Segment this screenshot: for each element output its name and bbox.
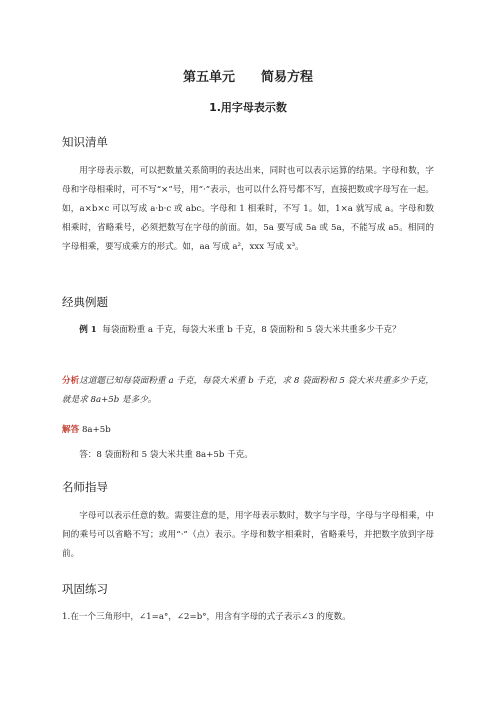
example-answer xyxy=(62,421,434,440)
unit-name: 简易方程 xyxy=(261,70,314,85)
section-heading-example: 经典例题 xyxy=(62,295,108,309)
analysis-label: 分析 xyxy=(62,376,80,386)
lesson-title: 1.用字母表示数 xyxy=(209,101,287,114)
practice-question-1: 1.在一个三角形中，∠1=a°，∠2=b°，用含有字母的式子表示∠3 的度数。 xyxy=(62,612,351,622)
answer-label: 解答 xyxy=(62,425,80,435)
section-heading-teacher: 名师指导 xyxy=(62,480,108,494)
answer-text: 8a+5b xyxy=(81,425,111,435)
example-question xyxy=(62,321,434,340)
section-heading-knowledge: 知识清单 xyxy=(62,135,108,149)
unit-title xyxy=(0,66,496,85)
example-analysis xyxy=(62,372,434,410)
example-conclusion: 答：8 袋面粉和 5 袋大米共重 8a+5b 千克。 xyxy=(79,450,253,460)
unit-number: 第五单元 xyxy=(182,70,235,85)
section-heading-practice: 巩固练习 xyxy=(62,582,108,596)
example-label: 例 1 xyxy=(79,325,97,335)
example-question-text: 每袋面粉重 a 千克，每袋大米重 b 千克，8 袋面粉和 5 袋大米共重多少千克？ xyxy=(102,325,401,335)
knowledge-text: 用字母表示数，可以把数量关系简明的表达出来，同时也可以表示运算的结果。字母和数，字母和字母相乘时，可不写“×”号，用“·”表示，也可以什么符号都不写，直接把数或字母写在一起。如，a×b×c 可以写成 a·b·c 或 abc。字母和 1 相乘时，不写 1。如，1×a 就写成 a。字母和数相乘时，省略乘号，必须把数写在字母的前面。如，5a 要写成 5a 或 5a，不能写成 a5。相同的字母相乘，要写成乘方的形式。如，aa 写成 a²，xxx 写成 x³。 xyxy=(62,166,434,252)
analysis-text: 这道题已知每袋面粉重 a 千克，每袋大米重 b 千克，求 8 袋面粉和 5 袋大米共重多少千克，就是求 8a+5b 是多少。 xyxy=(62,376,434,405)
teacher-text: 字母可以表示任意的数。需要注意的是，用字母表示数时，数字与字母，字母与字母相乘，中间的乘号可以省略不写；或用“·”（点）表示。字母和数字相乘时，省略乘号，并把数字放到字母前。 xyxy=(62,511,434,559)
